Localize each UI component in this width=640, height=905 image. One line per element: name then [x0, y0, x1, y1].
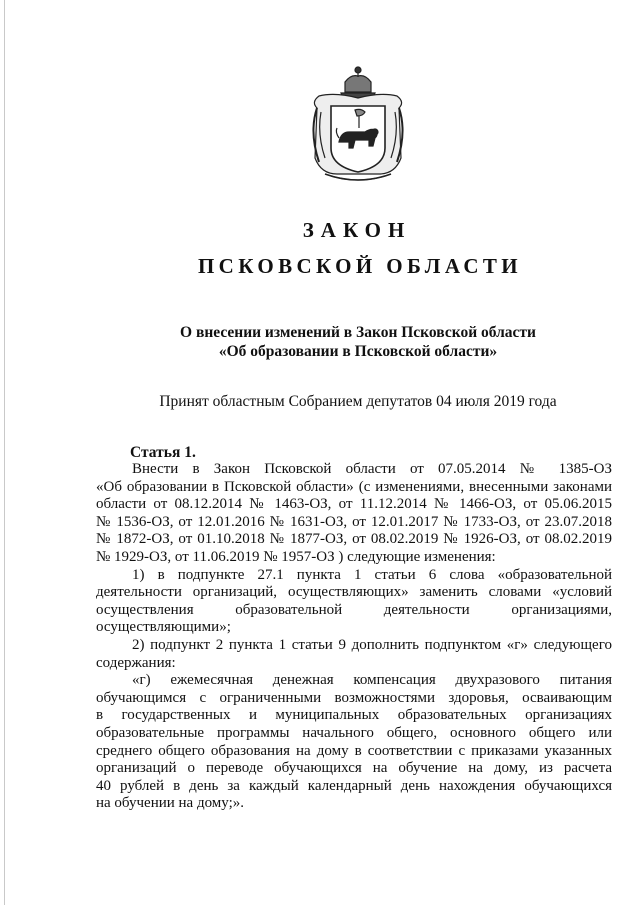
article-heading: Статья 1. [130, 444, 196, 461]
article-line: среднего общего образования на дому в соответствии с приказами указанных [96, 742, 612, 759]
article-line: в государственных и муниципальных образовательных организациях [96, 707, 612, 724]
article-line: 2) подпункт 2 пункта 1 статьи 9 дополнить подпунктом «г» следующего [132, 636, 612, 653]
article-line: области от 08.12.2014 № 1463-ОЗ, от 11.12.2014 № 1466-ОЗ, от 05.06.2015 [96, 496, 612, 513]
article-line: осуществления образовательной деятельности организациями, [96, 601, 612, 618]
article-line: «г) ежемесячная денежная компенсация двухразового питания [132, 672, 612, 689]
issuer-title: ПСКОВСКОЙ ОБЛАСТИ [197, 254, 523, 278]
article-line: Внести в Закон Псковской области от 07.05.2014 № 1385-ОЗ [132, 461, 612, 477]
article-line: 1) в подпункте 27.1 пункта 1 статьи 6 слова «образовательной [132, 566, 612, 583]
article-line: № 1929-ОЗ, от 11.06.2019 № 1957-ОЗ ) следующие изменения: [96, 548, 496, 565]
scan-edge-line [4, 0, 5, 905]
article-line: образовательные программы начального общего, основного общего или [96, 724, 612, 741]
article-body [96, 461, 612, 813]
article-line: на обучении на дому;». [96, 795, 245, 812]
document-type-title: ЗАКОН [302, 218, 412, 242]
article-line: «Об образовании в Псковской области» (с изменениями, внесенными законами [96, 478, 612, 495]
article-line: организаций о переводе обучающихся на обучение на дому, из расчета [96, 760, 612, 777]
article-line: содержания: [96, 654, 176, 671]
article-line: осуществляющими»; [96, 619, 231, 636]
article-line: деятельности организаций, осуществляющих» заменить словами «условий [96, 584, 612, 601]
article-line: № 1872-ОЗ, от 01.10.2018 № 1877-ОЗ, от 08.02.2019 № 1926-ОЗ, от 08.02.2019 [96, 531, 612, 548]
article-line: 40 рублей в день за каждый календарный день нахождения обучающихся [96, 777, 612, 794]
law-subject [0, 323, 640, 361]
coat-of-arms-icon [295, 62, 421, 190]
article-line: № 1536-ОЗ, от 12.01.2016 № 1631-ОЗ, от 12.01.2017 № 1733-ОЗ, от 23.07.2018 [96, 513, 612, 530]
article-line: обучающимся с ограниченными возможностями здоровья, осваивающим [96, 689, 612, 706]
adoption-note: Принят областным Собранием депутатов 04 июля 2019 года [159, 393, 557, 410]
subject-line-2: «Об образовании в Псковской области» [218, 343, 498, 360]
subject-line-1: О внесении изменений в Закон Псковской области [180, 324, 536, 341]
